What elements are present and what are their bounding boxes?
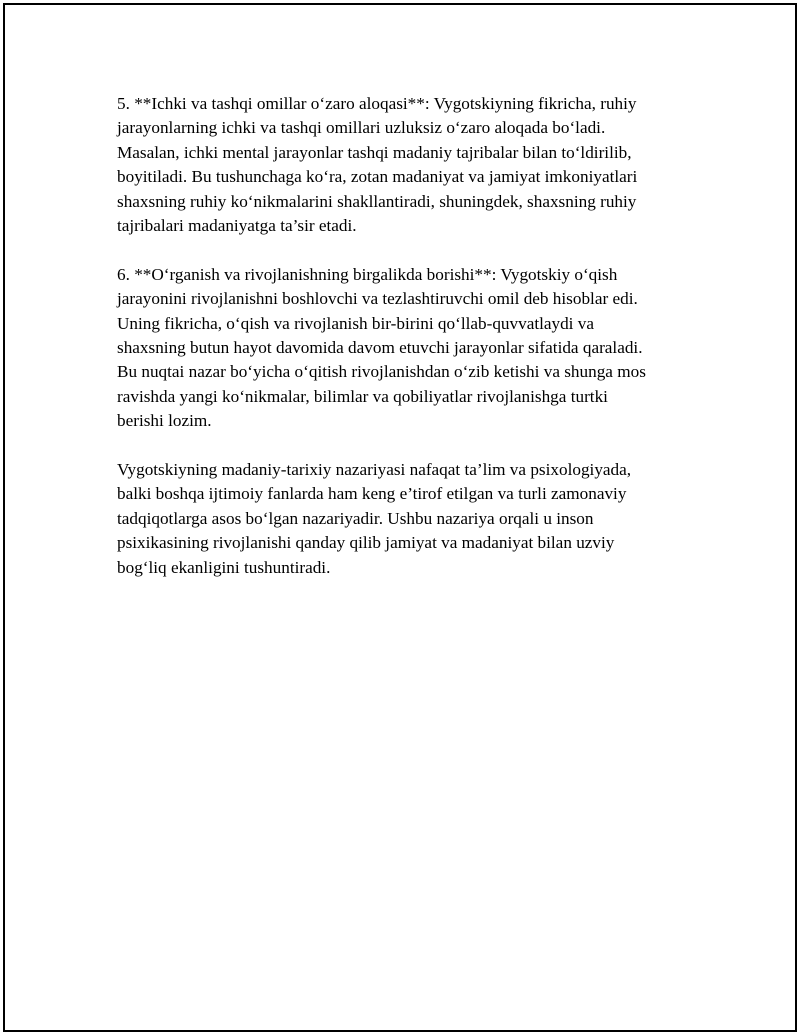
document-body: [117, 92, 697, 604]
paragraph-internal-external-factors: 5. **Ichki va tashqi omillar o‘zaro aloqasi**: Vygotskiyning fikricha, ruhiy jarayonlarning ichki va tashqi omillari uzluksiz o‘zaro aloqada bo‘ladi. Masalan, ichki mental jarayonlar tashqi madaniy tajribalar bilan to‘ldirilib, boyitiladi. Bu tushunchaga ko‘ra, zotan madaniyat va jamiyat imkoniyatlari shaxsning ruhiy ko‘nikmalarini shakllantiradi, shuningdek, shaxsning ruhiy tajribalari madaniyatga ta’sir etadi.: [117, 94, 638, 236]
paragraph-learning-and-development: 6. **O‘rganish va rivojlanishning birgalikda borishi**: Vygotskiy o‘qish jarayonini rivojlanishni boshlovchi va tezlashtiruvchi omil deb hisoblar edi. Uning fikricha, o‘qish va rivojlanish bir-birini qo‘llab-quvvatlaydi va shaxsning butun hayot davomida davom etuvchi jarayonlar sifatida qaraladi. Bu nuqtai nazar bo‘yicha o‘qitish rivojlanishdan o‘zib ketishi va shunga mos ravishda yangi ko‘nikmalar, bilimlar va qobiliyatlar rivojlanishga turtki berishi lozim.: [117, 264, 646, 431]
paragraph-conclusion: Vygotskiyning madaniy-tarixiy nazariyasi nafaqat ta’lim va psixologiyada, balki boshqa ijtimoiy fanlarda ham keng e’tirof etilgan va turli zamonaviy tadqiqotlarga asos bo‘lgan nazariyadir. Ushbu nazariya orqali u inson psixikasining rivojlanishi qanday qilib jamiyat va madaniyat bilan uzviy bog‘liq ekanligini tushuntiradi.: [117, 460, 632, 577]
